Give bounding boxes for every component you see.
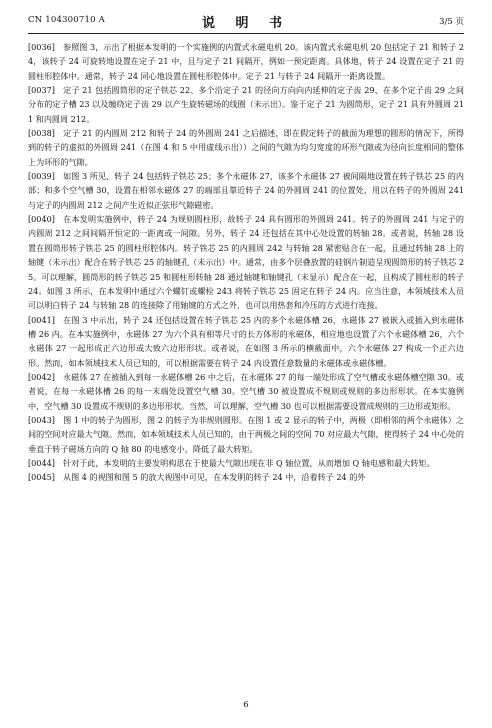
description-body xyxy=(28,40,464,485)
paragraph-text: 针对于此，本发明的主要发明构思在于使最大气隙出现在非 Q 轴位置，从而增加 Q 轴电感和最大转矩。 xyxy=(63,457,435,468)
paragraph-text: 如图 3 所见，转子 24 包括转子铁芯 25；多个永磁体 27，该多个永磁体 27 被间隔地设置在转子铁芯 25 的内部；和多个空气槽 30，设置在相邻永磁体 27 的端部且靠近转子 24 的外圆周 241 的位置处，用以在转子的外圆周 241 与定子的内圆周 212 之间产生近似正弦形气隙磁密。 xyxy=(28,171,464,210)
document-number: CN 104300710 A xyxy=(28,15,105,25)
paragraph-text: 在图 3 中示出，转子 24 还包括设置在转子铁芯 25 内的多个永磁体槽 26，永磁体 27 被嵌入或插入到永磁体槽 26 内。在本实施例中，永磁体 27 为六个具有相等尺寸的长方体形的永磁体，相应地也设置了六个永磁体槽 26，六个永磁体 27 一起形成正六边形或大致六边形形状。或者说，在如图 3 所示的横截面中，六个永磁体 27 构成一个正六边形。然而，如本领域技术人员已知的，可以根据需要在转子 24 内设置任意数量的永磁体或永磁体槽。 xyxy=(28,314,464,368)
paragraph-0039 xyxy=(28,169,464,212)
paragraph-number: [0040] xyxy=(28,214,55,225)
paragraph-0045 xyxy=(28,470,464,484)
paragraph-number: [0043] xyxy=(28,414,55,425)
paragraph-text: 参照图 3，示出了根据本发明的一个实施例的内置式永磁电机 20。该内置式永磁电机 20 包括定子 21 和转子 24，该转子 24 可旋转地设置在定子 21 中，且与定子 21 间隔开，例如一预定距离。具体地，转子 24 设置在定子 21 的圆柱形腔体中。通常，转子 24 同心地设置在圆柱形腔体中。定子 21 与转子 24 间隔开一距离设置。 xyxy=(28,42,464,81)
page-header xyxy=(28,12,464,30)
paragraph-text: 从图 4 的视图和图 5 的放大视图中可见，在本发明的转子 24 中，沿着转子 24 的外 xyxy=(63,472,366,483)
paragraph-text: 定子 21 的内圆周 212 和转子 24 的外圆周 241 之后描述，即在假定转子的截面为理想的圆形的情况下，所得到的转子的虚拟的外圆周 241（在图 4 和 5 中用虚线示出））之间的气隙为均匀宽度的环形气隙或为径向长度相同的整体上为环形的气隙。 xyxy=(28,128,464,167)
paragraph-number: [0044] xyxy=(28,457,55,468)
paragraph-0042 xyxy=(28,370,464,413)
paragraph-number: [0039] xyxy=(28,171,55,182)
paragraph-number: [0042] xyxy=(28,371,55,382)
page-number: 6 xyxy=(243,700,249,710)
paragraph-0044 xyxy=(28,456,464,470)
page-indicator: 3/5 页 xyxy=(439,17,464,27)
paragraph-number: [0045] xyxy=(28,472,55,483)
header-divider xyxy=(28,33,464,34)
paragraph-0043 xyxy=(28,413,464,456)
paragraph-0038 xyxy=(28,126,464,169)
paragraph-0036 xyxy=(28,40,464,83)
paragraph-text: 在本发明实施例中，转子 24 为规则圆柱形，故转子 24 具有圆形的外圆周 241。转子的外圆周 241 与定子的内圆周 212 之间间隔开恒定的一距离或一间隙。另外，转子 24 还包括在其中心处设置的转轴 28。或者说，转轴 28 设置在圆筒形转子铁芯 25 的圆柱形腔体内。转子铁芯 25 的内圆周 242 与转轴 28 紧密贴合在一起，且通过转轴 28 上的轴键（未示出）配合在转子铁芯 25 的轴键孔（未示出）中。通常，由多个层叠放置的硅钢片制造呈现圆筒形的转子铁芯 25。可以理解，圆筒形的转子铁芯 25 和圆柱形转轴 28 通过轴键和轴键孔（未显示）配合在一起，且构成了圆柱形的转子 24。如图 3 所示，在本发明中通过六个螺钉或螺栓 243 将转子铁芯 25 固定在转子 24 内。应当注意，本领域技术人员可以明白转子 24 与转轴 28 的连接除了用轴键的方式之外，也可以用热套和冷压的方式进行连接。 xyxy=(28,214,464,311)
paragraph-0040 xyxy=(28,212,464,312)
paragraph-number: [0037] xyxy=(28,85,55,96)
paragraph-text: 永磁体 27 在被插入到每一永磁体槽 26 中之后，在永磁体 27 的每一端处形成了空气槽或永磁体槽空隙 30。或者说，在每一永磁体槽 26 的每一末端处设置空气槽 30。空气槽 30 被设置成不规则或规则的多边形形状。在本实施例中，空气槽 30 设置成不规则的多边形形状。当然，可以理解，空气槽 30 也可以根据需要设置成规则的三边形或矩形。 xyxy=(28,371,464,411)
paragraph-number: [0041] xyxy=(28,314,55,325)
paragraph-text: 图 1 中的转子为圆形，图 2 的转子为非规则圆形。在图 1 或 2 显示的转子中，两极（即相邻的两个永磁体）之间的空间对应最大气隙。然而，如本领域技术人员已知的，由于两极之间的空间 70 对应最大气隙，使得转子 24 中心处的垂直于转子磁场方向的 Q 轴 80 的电感变小，降低了最大转矩。 xyxy=(28,414,464,454)
paragraph-0037 xyxy=(28,83,464,126)
paragraph-number: [0036] xyxy=(28,42,55,52)
section-title: 说 明 书 xyxy=(201,16,291,31)
paragraph-number: [0038] xyxy=(28,128,55,139)
paragraph-0041 xyxy=(28,313,464,370)
paragraph-text: 定子 21 包括圆筒形的定子铁芯 22、多个沿定子 21 的径向方向向内延伸的定子齿 29、在多个定子齿 29 之间分布的定子槽 23 以及缠绕定子齿 29 以产生旋转磁场的线圈（未示出）。鉴于定子 21 为圆筒形，定子 21 具有外圆周 211 和内圆周 212。 xyxy=(28,85,464,124)
